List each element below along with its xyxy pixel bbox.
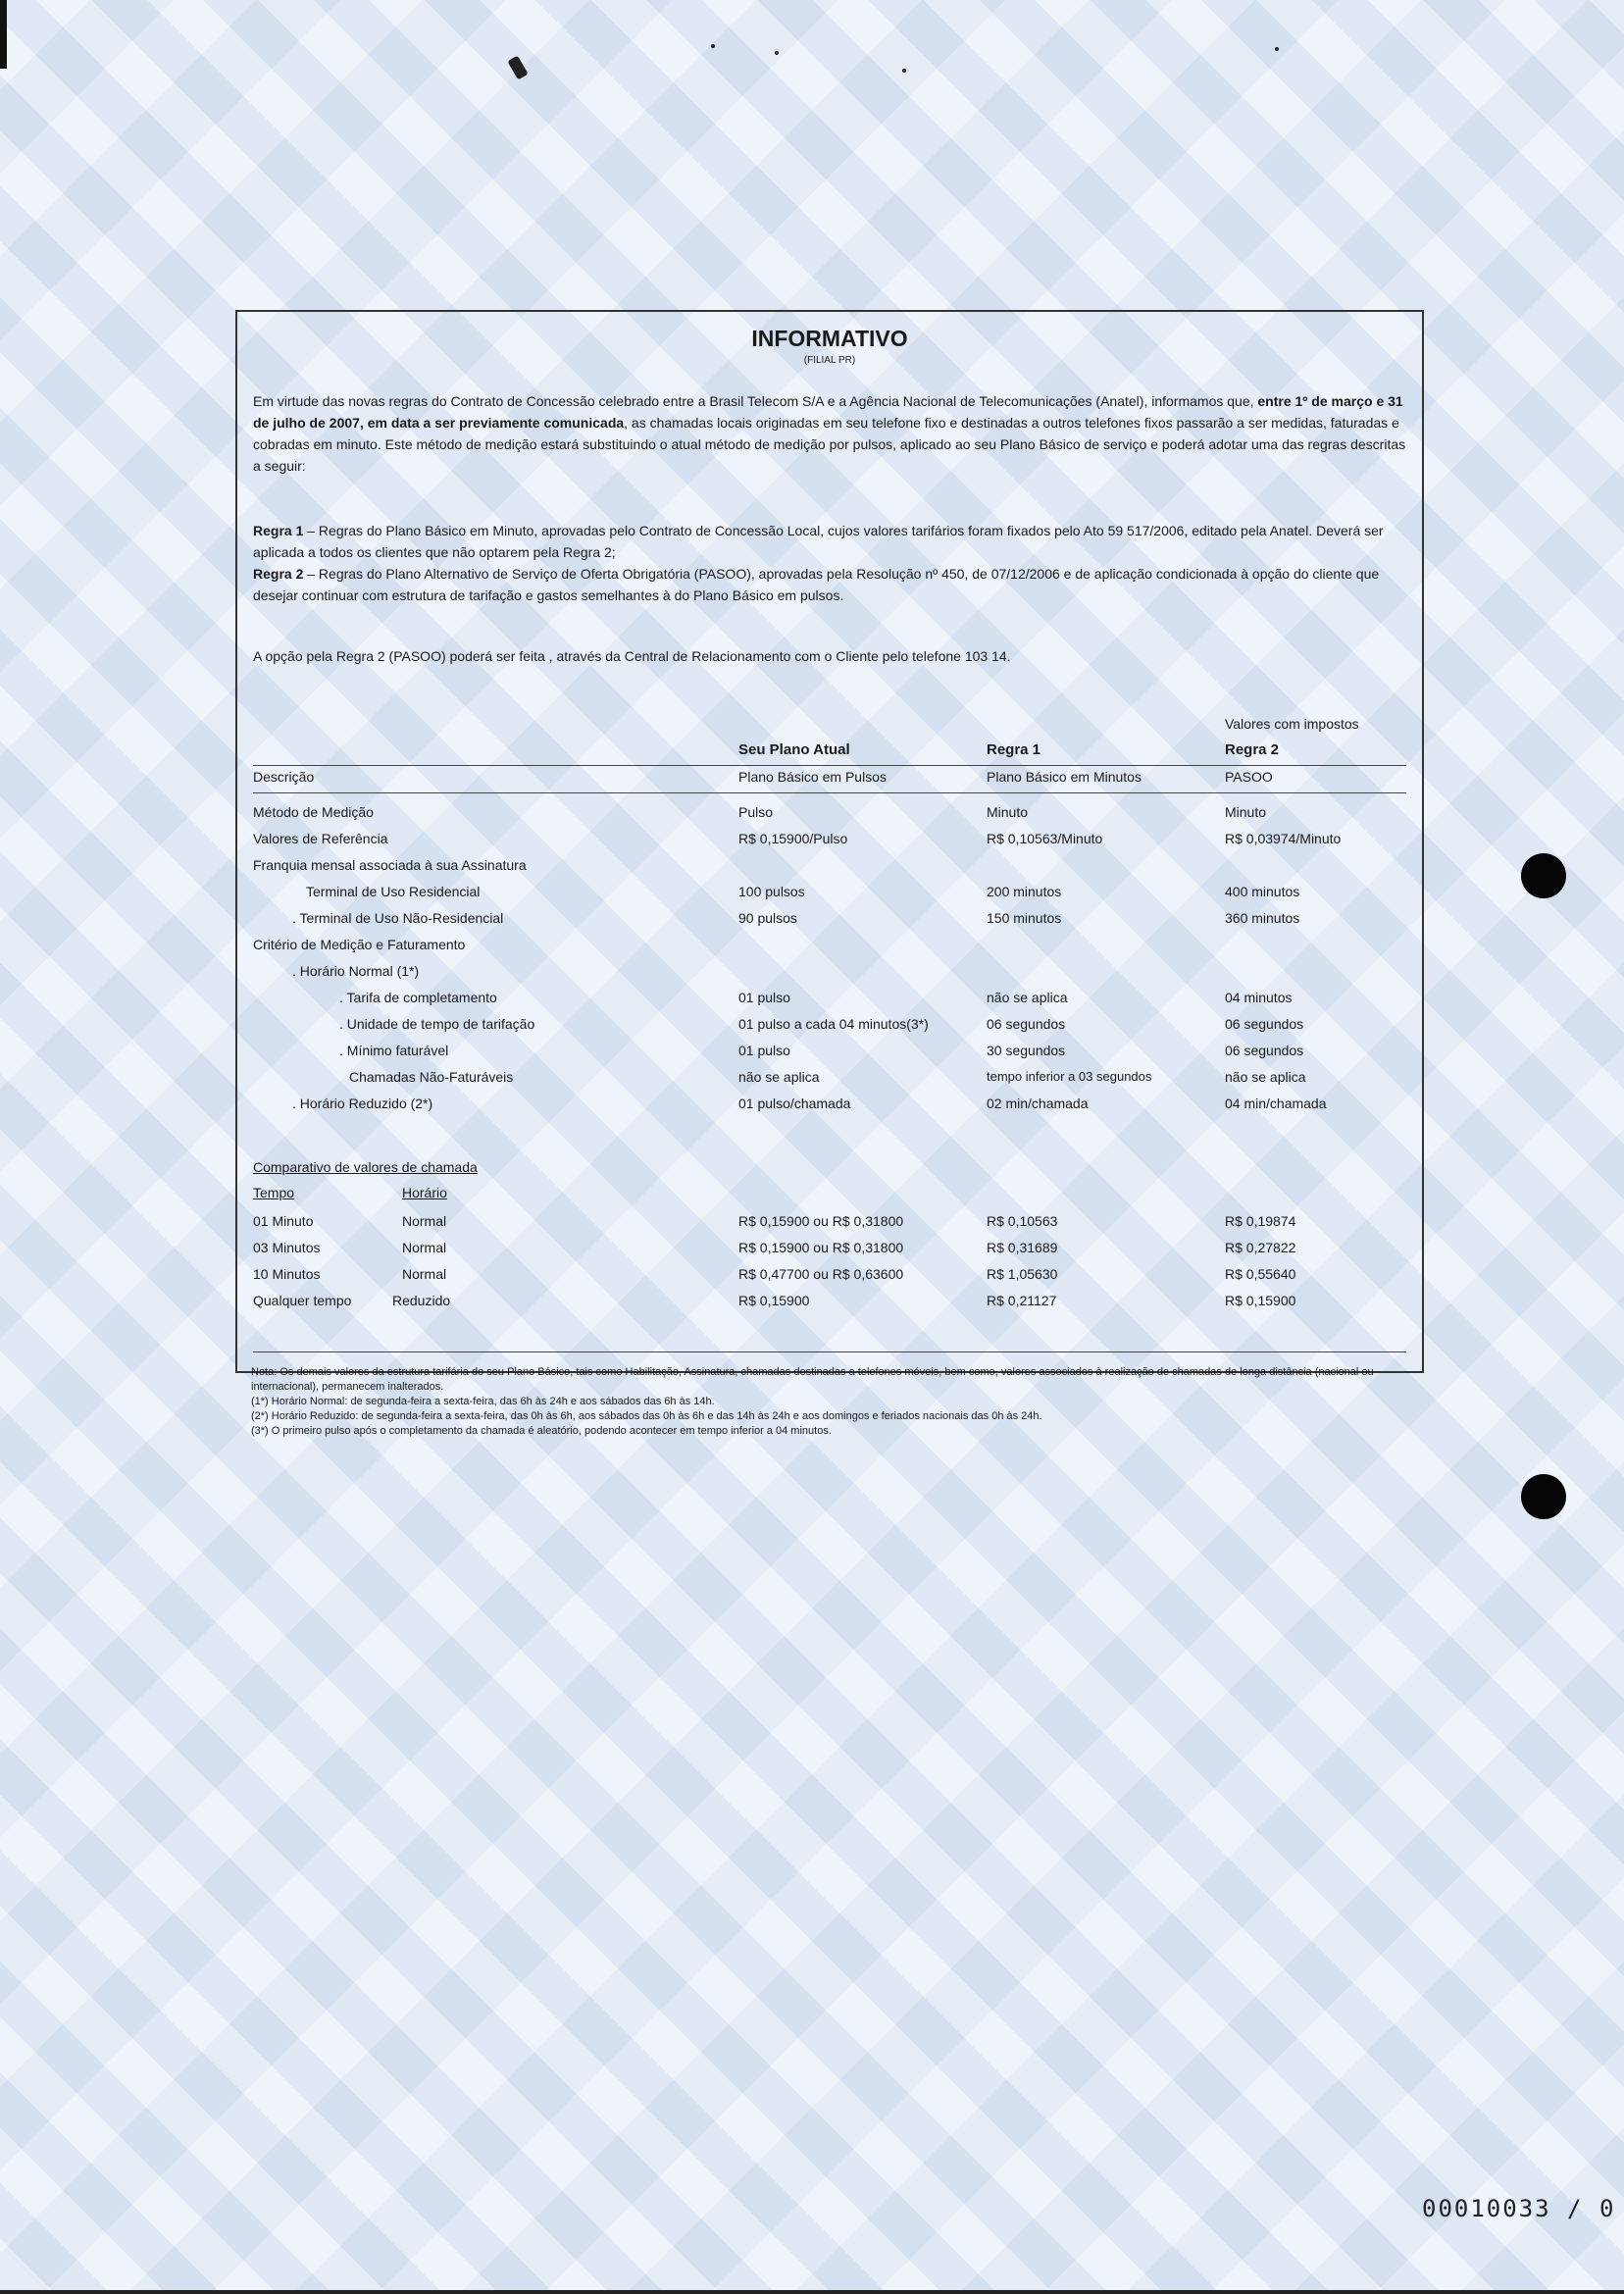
rule-2-text: – Regras do Plano Alternativo de Serviço de Oferta Obrigatória (PASOO), aprovadas pela Resolução nº 450, de 07/12/2006 e de aplicação condicionada à opção do cliente que desejar continuar com estrutura de tarifação e gastos semelhantes à do Plano Básico em pulsos. (253, 566, 1380, 603)
comparison-value-rule-2: R$ 0,27822 (1225, 1240, 1296, 1255)
table-row (253, 1067, 1406, 1091)
header-rule-2: Regra 2 (1225, 741, 1280, 758)
comparison-row (253, 1211, 1406, 1235)
comparison-value-rule-1: R$ 0,21127 (987, 1293, 1057, 1308)
comparison-value-rule-1: R$ 0,31689 (987, 1240, 1058, 1255)
row-value-current: Pulso (738, 804, 774, 820)
table-row (253, 908, 1406, 932)
row-value-rule-1: R$ 0,10563/Minuto (987, 831, 1103, 846)
footnote-3: (3*) O primeiro pulso após o completamento da chamada é aleatório, podendo acontecer em tempo inferior a 04 minutos. (251, 1425, 832, 1437)
comparison-col-tempo: Tempo (253, 1185, 295, 1200)
comparison-value-rule-2: R$ 0,19874 (1225, 1213, 1296, 1229)
table-row (253, 1014, 1406, 1038)
row-value-rule-2: 04 minutos (1225, 990, 1293, 1005)
rule-2 (253, 563, 1406, 606)
comparison-value-rule-1: R$ 0,10563 (987, 1213, 1058, 1229)
footnote-1: (1*) Horário Normal: de segunda-feira a sexta-feira, das 6h às 24h e aos sábados das 6h às 14h. (251, 1396, 715, 1407)
subheader-rule-2: PASOO (1225, 769, 1273, 785)
document-title: INFORMATIVO (751, 326, 908, 351)
comparison-title: Comparativo de valores de chamada (253, 1159, 478, 1175)
comparison-value-rule-2: R$ 0,55640 (1225, 1266, 1296, 1282)
table-subheader-row (253, 767, 1406, 790)
scan-speck (507, 55, 528, 79)
comparison-tempo: 03 Minutos (253, 1240, 321, 1255)
row-value-rule-1: 06 segundos (987, 1016, 1066, 1032)
row-label: . Horário Normal (1*) (292, 963, 420, 979)
table-row (253, 1094, 1406, 1117)
rule-1-label: Regra 1 (253, 523, 304, 538)
option-paragraph: A opção pela Regra 2 (PASOO) poderá ser feita , através da Central de Relacionamento com o Cliente pelo telefone 103 14. (253, 648, 1011, 664)
subheader-divider (253, 792, 1406, 793)
row-value-rule-1: Minuto (987, 804, 1029, 820)
row-label: . Mínimo faturável (339, 1043, 449, 1058)
footnotes (251, 1365, 1408, 1439)
row-value-rule-2: 360 minutos (1225, 910, 1300, 926)
row-value-current: 01 pulso (738, 990, 790, 1005)
row-value-rule-1: 30 segundos (987, 1043, 1066, 1058)
comparison-col-horario: Horário (402, 1185, 447, 1200)
scan-bottom-edge (0, 2290, 1624, 2294)
row-value-current: não se aplica (738, 1069, 820, 1085)
header-rule-1: Regra 1 (987, 741, 1041, 758)
comparison-title-row (253, 1157, 1406, 1181)
row-value-rule-2: 04 min/chamada (1225, 1096, 1327, 1111)
punch-hole (1521, 1474, 1566, 1519)
footnote-2: (2*) Horário Reduzido: de segunda-feira a sexta-feira, das 0h às 6h, aos sábados das 0h às 6h e das 14h às 24h e aos domingos e feriados nacionais das 0h às 24h. (251, 1410, 1042, 1422)
comparison-value-current: R$ 0,47700 ou R$ 0,63600 (738, 1266, 904, 1282)
row-value-rule-1: não se aplica (987, 990, 1068, 1005)
row-value-rule-2: 400 minutos (1225, 884, 1300, 899)
row-value-rule-1: 150 minutos (987, 910, 1062, 926)
row-value-current: R$ 0,15900/Pulso (738, 831, 848, 846)
row-value-rule-2: não se aplica (1225, 1069, 1306, 1085)
row-value-current: 01 pulso/chamada (738, 1096, 851, 1111)
table-row (253, 829, 1406, 852)
intro-bold-text: entre 1º de março e 31 de julho de 2007, em data a ser previamente comunicada (253, 393, 1403, 431)
scan-speck (775, 51, 779, 55)
comparison-header-row (253, 1183, 1406, 1206)
row-value-current: 90 pulsos (738, 910, 797, 926)
row-value-rule-2: 06 segundos (1225, 1043, 1304, 1058)
comparison-row (253, 1238, 1406, 1261)
scan-speck (711, 44, 715, 48)
subheader-rule-1: Plano Básico em Minutos (987, 769, 1142, 785)
comparison-value-current: R$ 0,15900 (738, 1293, 810, 1308)
document-subtitle: (FILIAL PR) (803, 355, 856, 366)
table-row (253, 1041, 1406, 1064)
row-label: . Tarifa de completamento (339, 990, 497, 1005)
row-label: Valores de Referência (253, 831, 388, 846)
comparison-horario: Reduzido (392, 1293, 451, 1308)
comparison-value-rule-2: R$ 0,15900 (1225, 1293, 1296, 1308)
intro-paragraph (253, 390, 1406, 477)
row-label: . Unidade de tempo de tarifação (339, 1016, 535, 1032)
comparison-value-current: R$ 0,15900 ou R$ 0,31800 (738, 1213, 904, 1229)
scan-edge-mark (0, 0, 7, 69)
row-value-current: 01 pulso (738, 1043, 790, 1058)
intro-text-1: Em virtude das novas regras do Contrato de Concessão celebrado entre a Brasil Telecom S/A e a Agência Nacional de Telecomunicações (Anatel), informamos que, (253, 393, 1258, 409)
row-label: . Terminal de Uso Não-Residencial (292, 910, 504, 926)
row-value-rule-1: 200 minutos (987, 884, 1062, 899)
rule-2-label: Regra 2 (253, 566, 304, 582)
row-label: Método de Medição (253, 804, 374, 820)
table-note: Valores com impostos (1225, 716, 1359, 732)
comparison-row (253, 1291, 1406, 1314)
table-row (253, 935, 1406, 958)
intro-text-2: , as chamadas locais originadas em seu telefone fixo e destinadas a outros telefones fixos passarão a ser medidas, faturadas e cobradas em minuto. Este método de medição estará substituindo o atual método de medição por pulsos, aplicado ao seu Plano Básico de serviço e poderá adotar uma das regras descritas a seguir: (253, 415, 1406, 474)
row-value-rule-2: 06 segundos (1225, 1016, 1304, 1032)
table-row (253, 855, 1406, 879)
table-row (253, 988, 1406, 1011)
table-note-row (253, 714, 1406, 738)
rule-1 (253, 520, 1406, 563)
rule-1-text: – Regras do Plano Básico em Minuto, aprovadas pelo Contrato de Concessão Local, cujos valores tarifários foram fixados pelo Ato 59 517/2006, editado pela Anatel. Deverá ser aplicada a todos os clientes que não optarem pela Regra 2; (253, 523, 1384, 560)
rules-paragraph (253, 520, 1406, 606)
row-label: Terminal de Uso Residencial (306, 884, 481, 899)
table-row (253, 961, 1406, 985)
subheader-current-plan: Plano Básico em Pulsos (738, 769, 887, 785)
row-value-rule-1: tempo inferior a 03 segundos (987, 1069, 1152, 1084)
header-divider (253, 765, 1406, 766)
informativo-frame (235, 310, 1424, 1373)
table-row (253, 882, 1406, 905)
row-label: Franquia mensal associada à sua Assinatura (253, 857, 527, 873)
table-row (253, 802, 1406, 826)
row-label: Chamadas Não-Faturáveis (349, 1069, 514, 1085)
comparison-horario: Normal (402, 1213, 447, 1229)
table-header-row (253, 739, 1406, 763)
punch-hole (1521, 853, 1566, 898)
notes-divider (253, 1351, 1406, 1352)
document-number: 00010033 / 0 (1422, 2195, 1616, 2222)
row-value-rule-1: 02 min/chamada (987, 1096, 1089, 1111)
row-label: . Horário Reduzido (2*) (292, 1096, 433, 1111)
header-current-plan: Seu Plano Atual (738, 741, 850, 758)
comparison-value-rule-1: R$ 1,05630 (987, 1266, 1058, 1282)
comparison-horario: Normal (402, 1266, 447, 1282)
comparison-tempo: 01 Minuto (253, 1213, 314, 1229)
row-value-current: 100 pulsos (738, 884, 805, 899)
comparison-tempo: 10 Minutos (253, 1266, 321, 1282)
row-value-current: 01 pulso a cada 04 minutos(3*) (738, 1016, 929, 1032)
comparison-tempo: Qualquer tempo (253, 1293, 352, 1308)
footnote-general: Nota: Os demais valores da estrutura tarifária do seu Plano Básico, tais como Habilitação, Assinatura, chamadas destinadas a telefones móveis, bem como, valores associados à realização de chamadas de longa distância (nacional ou internacional), permanecem inalterados. (251, 1366, 1374, 1393)
comparison-row (253, 1264, 1406, 1288)
comparison-value-current: R$ 0,15900 ou R$ 0,31800 (738, 1240, 904, 1255)
row-value-rule-2: Minuto (1225, 804, 1267, 820)
scan-speck (902, 69, 906, 73)
scan-speck (1275, 47, 1279, 51)
header-description: Descrição (253, 769, 315, 785)
row-label: Critério de Medição e Faturamento (253, 937, 466, 952)
row-value-rule-2: R$ 0,03974/Minuto (1225, 831, 1342, 846)
comparison-horario: Normal (402, 1240, 447, 1255)
